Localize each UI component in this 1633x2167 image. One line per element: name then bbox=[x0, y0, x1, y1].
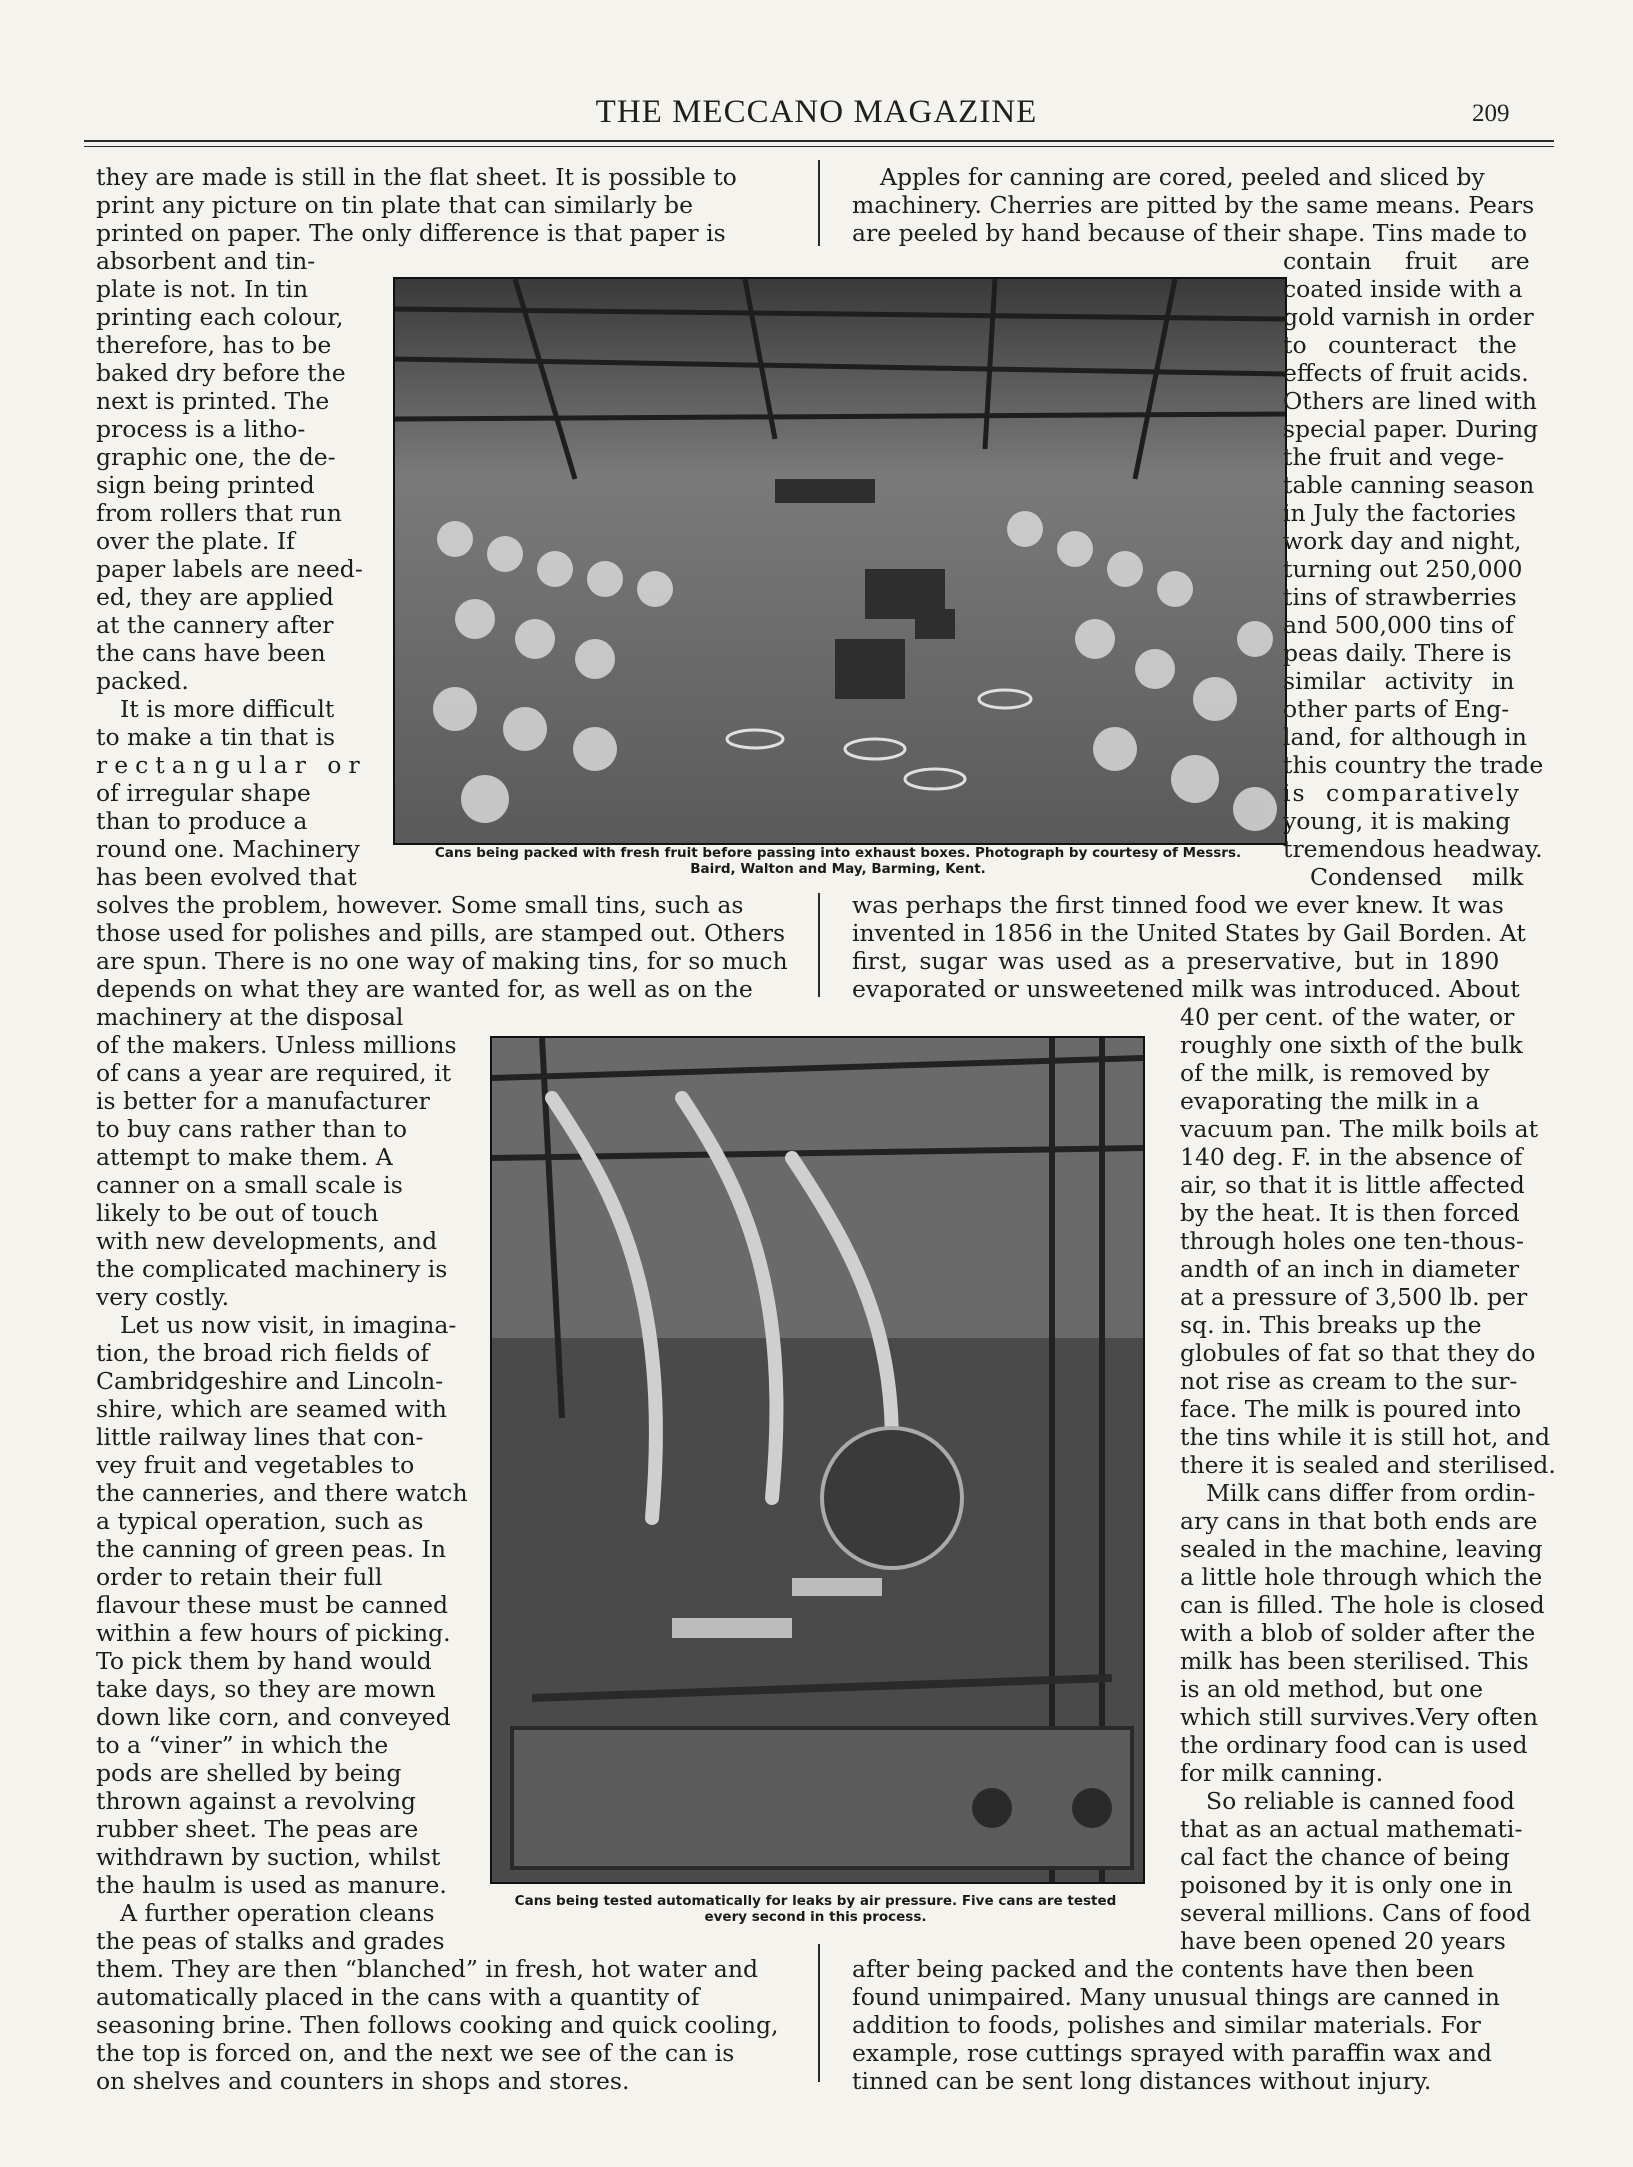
text-line: are spun. There is no one way of making tins, for so much bbox=[96, 947, 788, 975]
text-line: a little hole through which the bbox=[1180, 1563, 1543, 1591]
caption-line: Cans being packed with fresh fruit before passing into exhaust boxes. Photograph by courtesy of Messrs. bbox=[434, 845, 1242, 861]
text-line: in July the factories bbox=[1283, 499, 1517, 527]
text-line: several millions. Cans of food bbox=[1180, 1899, 1532, 1927]
text-line: that as an actual mathemati- bbox=[1180, 1815, 1523, 1843]
text-line: rubber sheet. The peas are bbox=[96, 1815, 419, 1843]
text-line: canner on a small scale is bbox=[96, 1171, 403, 1199]
text-line: automatically placed in the cans with a quantity of bbox=[96, 1983, 700, 2011]
text-line: the cans have been bbox=[96, 639, 326, 667]
packing-floor-illustration bbox=[395, 279, 1285, 843]
page-title: THE MECCANO MAGAZINE bbox=[595, 94, 1038, 130]
text-line: invented in 1856 in the United States by Gail Borden. At bbox=[852, 919, 1526, 947]
text-line: have been opened 20 years bbox=[1180, 1927, 1506, 1955]
text-line: coated inside with a bbox=[1283, 275, 1523, 303]
text-line: than to produce a bbox=[96, 807, 308, 835]
text-line: to a “viner” in which the bbox=[96, 1731, 389, 1759]
text-line: 140 deg. F. in the absence of bbox=[1180, 1143, 1523, 1171]
text-line: evaporating the milk in a bbox=[1180, 1087, 1480, 1115]
text-line: of the milk, is removed by bbox=[1180, 1059, 1490, 1087]
text-line: from rollers that run bbox=[96, 499, 342, 527]
text-line: ed, they are applied bbox=[96, 583, 334, 611]
text-line: withdrawn by suction, whilst bbox=[96, 1843, 441, 1871]
text-line: at a pressure of 3,500 lb. per bbox=[1180, 1283, 1528, 1311]
text-line: rectangular or bbox=[96, 751, 367, 779]
text-line: which still survives.Very often bbox=[1180, 1703, 1539, 1731]
text-line: machinery. Cherries are pitted by the same means. Pears bbox=[852, 191, 1535, 219]
text-line: seasoning brine. Then follows cooking and quick cooling, bbox=[96, 2011, 779, 2039]
text-line: of irregular shape bbox=[96, 779, 311, 807]
text-line: with new developments, and bbox=[96, 1227, 438, 1255]
text-line: this country the trade bbox=[1283, 751, 1544, 779]
text-line: printed on paper. The only difference is that paper is bbox=[96, 219, 726, 247]
text-line: likely to be out of touch bbox=[96, 1199, 379, 1227]
text-line: milk has been sterilised. This bbox=[1180, 1647, 1529, 1675]
text-line: depends on what they are wanted for, as well as on the bbox=[96, 975, 753, 1003]
text-line: turning out 250,000 bbox=[1283, 555, 1523, 583]
text-line: a typical operation, such as bbox=[96, 1507, 424, 1535]
text-line: vacuum pan. The milk boils at bbox=[1180, 1115, 1539, 1143]
packing-photo-caption bbox=[390, 845, 1286, 877]
text-line: young, it is making bbox=[1283, 807, 1511, 835]
text-line: and 500,000 tins of bbox=[1283, 611, 1514, 639]
caption-line: Cans being tested automatically for leaks by air pressure. Five cans are tested bbox=[514, 1893, 1117, 1909]
text-line: next is printed. The bbox=[96, 387, 330, 415]
text-line: 40 per cent. of the water, or bbox=[1180, 1003, 1515, 1031]
text-line: round one. Machinery bbox=[96, 835, 360, 863]
text-line: take days, so they are mown bbox=[96, 1675, 436, 1703]
text-line: the ordinary food can is used bbox=[1180, 1731, 1528, 1759]
text-line: sq. in. This breaks up the bbox=[1180, 1311, 1482, 1339]
text-line: the canneries, and there watch bbox=[96, 1479, 468, 1507]
text-line: is comparatively bbox=[1283, 779, 1521, 807]
text-line: the haulm is used as manure. bbox=[96, 1871, 447, 1899]
text-line: To pick them by hand would bbox=[96, 1647, 432, 1675]
header-rule-top bbox=[84, 140, 1554, 142]
text-line: packed. bbox=[96, 667, 189, 695]
text-line: at the cannery after bbox=[96, 611, 334, 639]
text-line: contain fruit are bbox=[1283, 247, 1530, 275]
text-line: evaporated or unsweetened milk was introduced. About bbox=[852, 975, 1520, 1003]
text-line: to make a tin that is bbox=[96, 723, 336, 751]
text-line: tins of strawberries bbox=[1283, 583, 1517, 611]
text-line: cal fact the chance of being bbox=[1180, 1843, 1510, 1871]
text-line: the fruit and vege- bbox=[1283, 443, 1505, 471]
text-line: through holes one ten-thous- bbox=[1180, 1227, 1524, 1255]
text-line: special paper. During bbox=[1283, 415, 1539, 443]
text-line: after being packed and the contents have then been bbox=[852, 1955, 1475, 1983]
header-rule-bottom bbox=[84, 146, 1554, 147]
text-line: the peas of stalks and grades bbox=[96, 1927, 445, 1955]
text-line: the tins while it is still hot, and bbox=[1180, 1423, 1551, 1451]
leak-test-photo bbox=[490, 1036, 1145, 1884]
text-line: them. They are then “blanched” in fresh, hot water and bbox=[96, 1955, 758, 1983]
text-line: with a blob of solder after the bbox=[1180, 1619, 1536, 1647]
text-line: therefore, has to be bbox=[96, 331, 332, 359]
text-line: absorbent and tin- bbox=[96, 247, 316, 275]
text-line: peas daily. There is bbox=[1283, 639, 1512, 667]
caption-line: Baird, Walton and May, Barming, Kent. bbox=[690, 861, 986, 877]
text-line: So reliable is canned food bbox=[1206, 1787, 1515, 1815]
text-line: andth of an inch in diameter bbox=[1180, 1255, 1520, 1283]
text-line: plate is not. In tin bbox=[96, 275, 309, 303]
text-line: the canning of green peas. In bbox=[96, 1535, 446, 1563]
text-line: graphic one, the de- bbox=[96, 443, 336, 471]
text-line: for milk canning. bbox=[1180, 1759, 1384, 1787]
caption-line: every second in this process. bbox=[704, 1909, 927, 1925]
text-line: A further operation cleans bbox=[120, 1899, 435, 1927]
text-line: Milk cans differ from ordin- bbox=[1206, 1479, 1536, 1507]
text-line: similar activity in bbox=[1283, 667, 1515, 695]
text-line: attempt to make them. A bbox=[96, 1143, 393, 1171]
text-line: other parts of Eng- bbox=[1283, 695, 1510, 723]
text-line: very costly. bbox=[96, 1283, 230, 1311]
text-line: by the heat. It is then forced bbox=[1180, 1199, 1520, 1227]
text-line: Others are lined with bbox=[1283, 387, 1537, 415]
text-line: work day and night, bbox=[1283, 527, 1522, 555]
text-line: is better for a manufacturer bbox=[96, 1087, 430, 1115]
text-line: addition to foods, polishes and similar materials. For bbox=[852, 2011, 1481, 2039]
packing-floor-photo bbox=[393, 277, 1287, 845]
text-line: those used for polishes and pills, are stamped out. Others bbox=[96, 919, 786, 947]
text-line: thrown against a revolving bbox=[96, 1787, 416, 1815]
text-line: air, so that it is little affected bbox=[1180, 1171, 1525, 1199]
text-line: there it is sealed and sterilised. bbox=[1180, 1451, 1556, 1479]
text-line: example, rose cuttings sprayed with paraffin wax and bbox=[852, 2039, 1492, 2067]
text-line: Let us now visit, in imagina- bbox=[120, 1311, 457, 1339]
text-line: is an old method, but one bbox=[1180, 1675, 1484, 1703]
text-line: to buy cans rather than to bbox=[96, 1115, 408, 1143]
text-line: little railway lines that con- bbox=[96, 1423, 424, 1451]
text-line: of the makers. Unless millions bbox=[96, 1031, 457, 1059]
text-line: gold varnish in order bbox=[1283, 303, 1534, 331]
text-line: order to retain their full bbox=[96, 1563, 383, 1591]
text-line: tinned can be sent long distances without injury. bbox=[852, 2067, 1432, 2095]
text-line: within a few hours of picking. bbox=[96, 1619, 451, 1647]
text-line: solves the problem, however. Some small tins, such as bbox=[96, 891, 744, 919]
text-line: shire, which are seamed with bbox=[96, 1395, 447, 1423]
text-line: Cambridgeshire and Lincoln- bbox=[96, 1367, 444, 1395]
column-divider-lower bbox=[818, 1944, 820, 2082]
text-line: the complicated machinery is bbox=[96, 1255, 448, 1283]
text-line: on shelves and counters in shops and stores. bbox=[96, 2067, 630, 2095]
leak-test-photo-caption bbox=[480, 1893, 1151, 1925]
text-line: has been evolved that bbox=[96, 863, 357, 891]
text-line: over the plate. If bbox=[96, 527, 295, 555]
text-line: sealed in the machine, leaving bbox=[1180, 1535, 1543, 1563]
text-line: print any picture on tin plate that can similarly be bbox=[96, 191, 693, 219]
text-line: Apples for canning are cored, peeled and sliced by bbox=[880, 163, 1485, 191]
text-line: globules of fat so that they do bbox=[1180, 1339, 1536, 1367]
text-line: can is filled. The hole is closed bbox=[1180, 1591, 1545, 1619]
text-line: table canning season bbox=[1283, 471, 1535, 499]
text-line: paper labels are need- bbox=[96, 555, 363, 583]
text-line: machinery at the disposal bbox=[96, 1003, 404, 1031]
text-line: poisoned by it is only one in bbox=[1180, 1871, 1513, 1899]
column-divider-middle bbox=[818, 893, 820, 997]
text-line: not rise as cream to the sur- bbox=[1180, 1367, 1518, 1395]
text-line: down like corn, and conveyed bbox=[96, 1703, 451, 1731]
text-line: It is more difficult bbox=[120, 695, 335, 723]
text-line: effects of fruit acids. bbox=[1283, 359, 1529, 387]
text-line: face. The milk is poured into bbox=[1180, 1395, 1522, 1423]
text-line: first, sugar was used as a preservative, but in 1890 bbox=[852, 947, 1500, 975]
column-divider-upper bbox=[818, 160, 820, 246]
text-line: land, for although in bbox=[1283, 723, 1527, 751]
page-number: 209 bbox=[1472, 100, 1510, 127]
text-line: vey fruit and vegetables to bbox=[96, 1451, 415, 1479]
text-line: process is a litho- bbox=[96, 415, 306, 443]
text-line: flavour these must be canned bbox=[96, 1591, 449, 1619]
text-line: baked dry before the bbox=[96, 359, 346, 387]
text-line: they are made is still in the flat sheet. It is possible to bbox=[96, 163, 737, 191]
text-line: was perhaps the first tinned food we ever knew. It was bbox=[852, 891, 1504, 919]
text-line: found unimpaired. Many unusual things are canned in bbox=[852, 1983, 1500, 2011]
text-line: pods are shelled by being bbox=[96, 1759, 402, 1787]
text-line: tion, the broad rich fields of bbox=[96, 1339, 430, 1367]
text-line: Condensed milk bbox=[1310, 863, 1524, 891]
text-line: tremendous headway. bbox=[1283, 835, 1543, 863]
text-line: printing each colour, bbox=[96, 303, 344, 331]
text-line: ary cans in that both ends are bbox=[1180, 1507, 1538, 1535]
text-line: roughly one sixth of the bulk bbox=[1180, 1031, 1523, 1059]
text-line: of cans a year are required, it bbox=[96, 1059, 452, 1087]
text-line: are peeled by hand because of their shape. Tins made to bbox=[852, 219, 1527, 247]
text-line: the top is forced on, and the next we see of the can is bbox=[96, 2039, 735, 2067]
text-line: sign being printed bbox=[96, 471, 315, 499]
text-line: to counteract the bbox=[1283, 331, 1517, 359]
leak-test-illustration bbox=[492, 1038, 1143, 1882]
